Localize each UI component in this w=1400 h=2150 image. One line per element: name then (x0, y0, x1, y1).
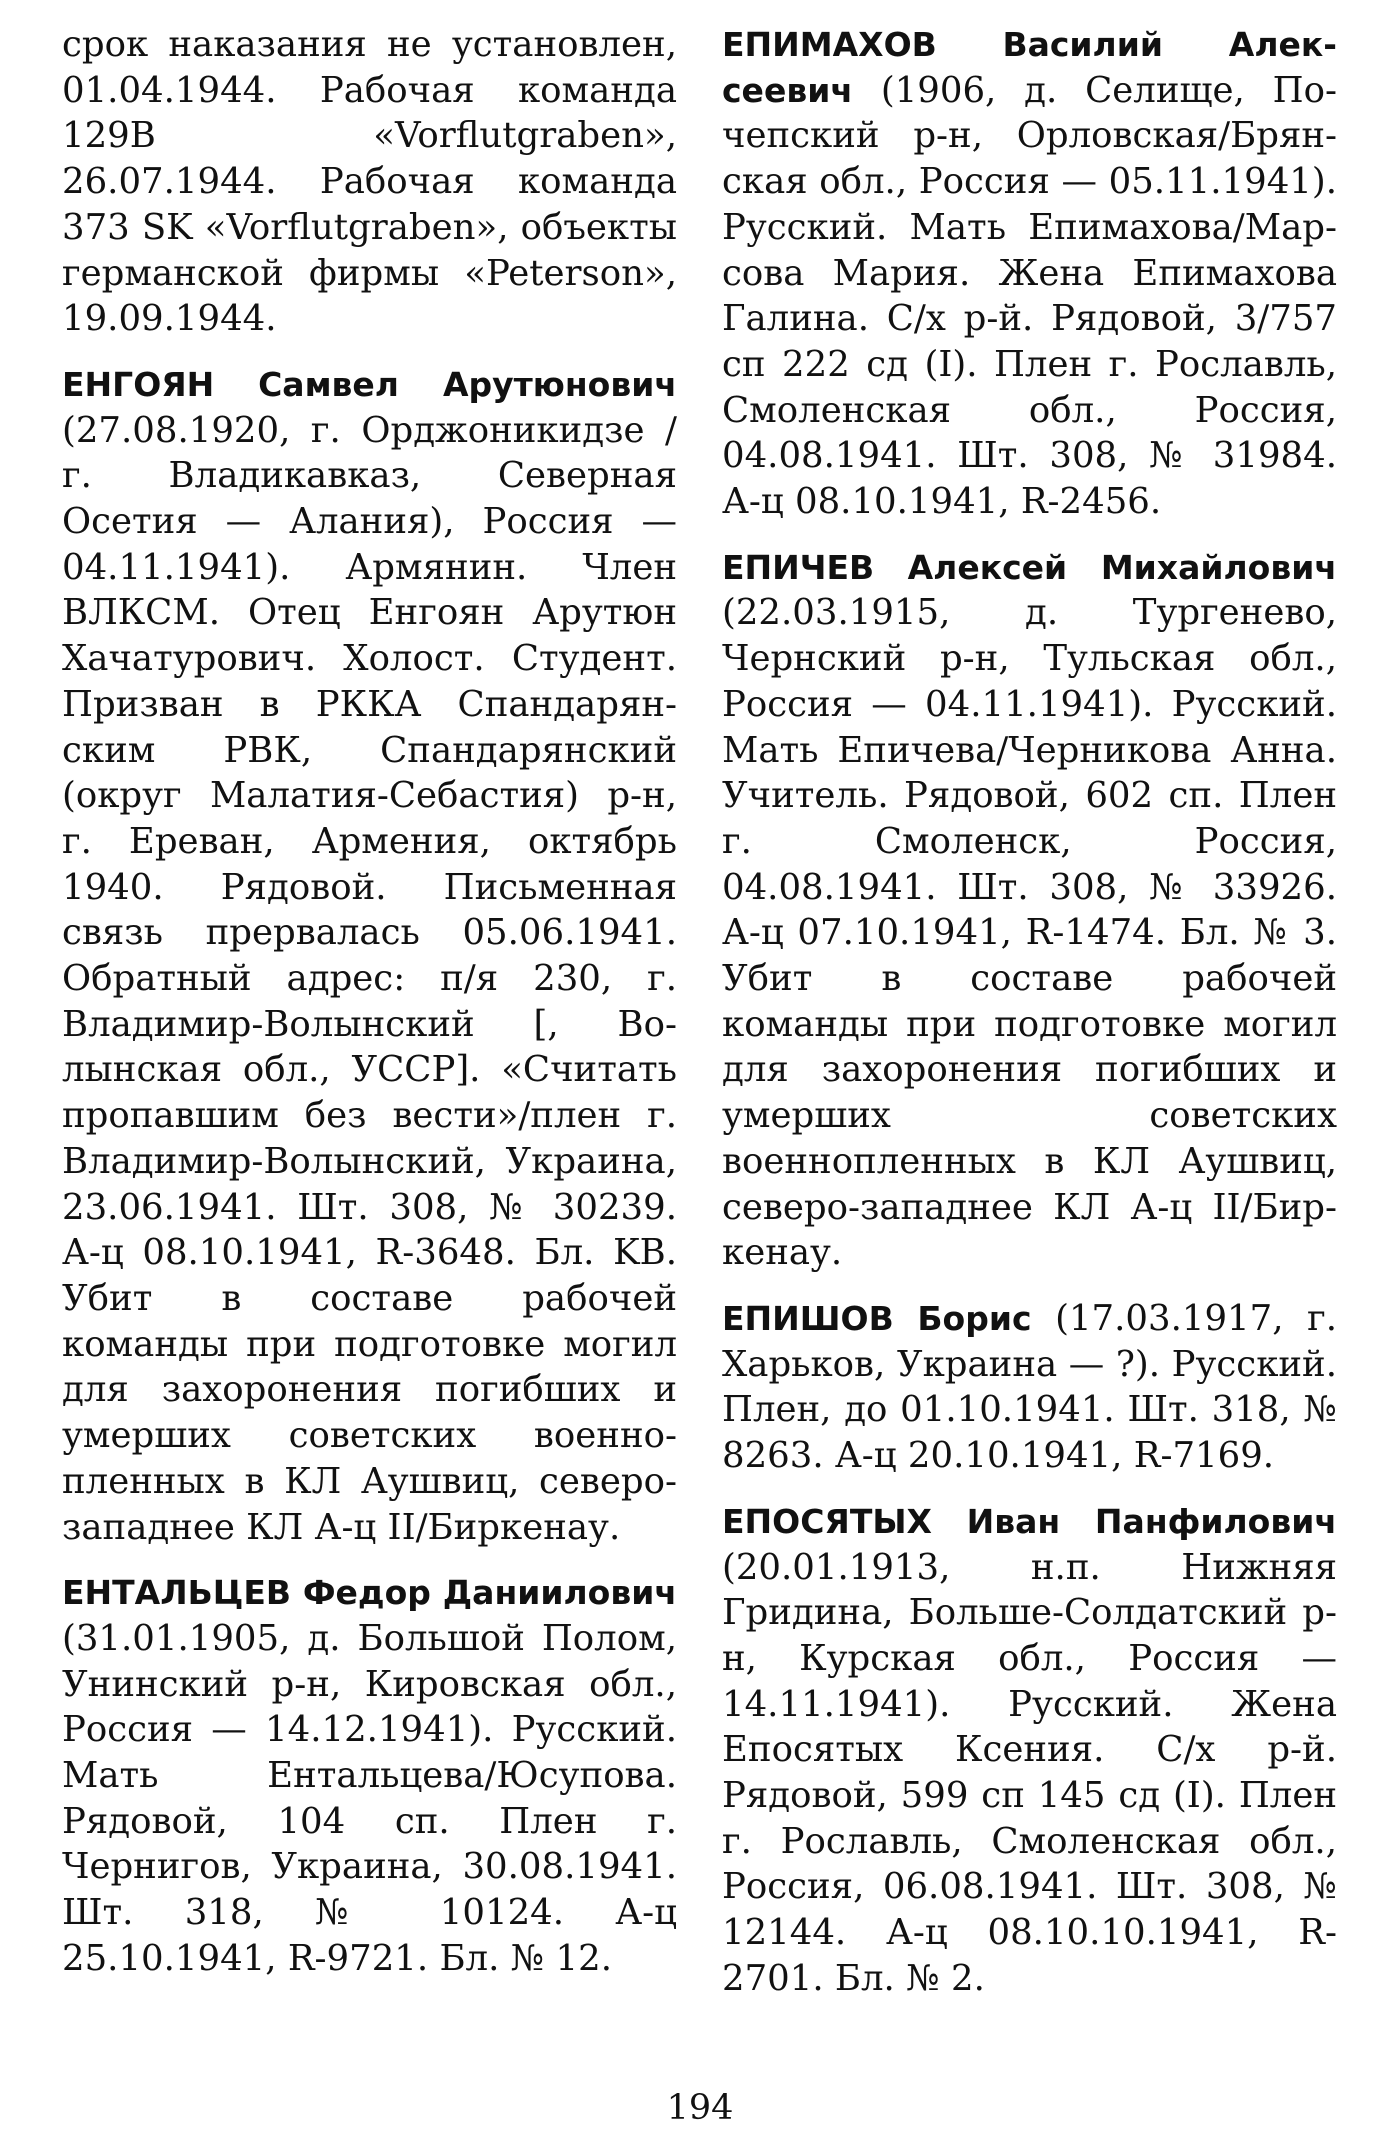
entry-text: (17.03.1917, г. Харьков, Украина — ?). Русский. Плен, до 01.10.1941. Шт. 318, № 8263. А-ц 20.10.1941, R-7169. (722, 1297, 1337, 1477)
entry-text: (20.01.1913, н.п. Нижняя Гридина, Больше-Солдатский р-н, Курская обл., Россия — 14.11.1941). Русский. Жена Епосятых Ксения. С/х р-й. Рядовой, 599 сп 145 сд (I). Плен г. Рославль, Смоленская обл., Россия, 06.08.1941. Шт. 308, № 12144. А-ц 08.10.10.1941, R-2701. Бл. № 2. (722, 1546, 1337, 1999)
entry-given-name: Василий Алексеевич (722, 25, 1337, 110)
entry-epichev (722, 545, 1337, 1276)
entry-given-name: Иван Панфилович (966, 1501, 1337, 1541)
entry-text: (1906, д. Селище, Почепский р-н, Орловская/Брянская обл., Россия — 05.11.1941). Русский. Мать Епимахова/Марсова Мария. Жена Епимахова Галина. С/х р-й. Рядовой, 3/757 сп 222 сд (I). Плен г. Рославль, Смоленская обл., Россия, 04.08.1941. Шт. 308, № 31984. А-ц 08.10.1941, R-2456. (722, 69, 1337, 523)
entry-given-name: Борис (917, 1298, 1032, 1338)
entry-text: (31.01.1905, д. Большой Полом, Унинский р-н, Кировская обл., Россия — 14.12.1941). Русский. Мать Ентальцева/Юсупова. Рядовой, 104 сп. Плен г. Чернигов, Украина, 30.08.1941. Шт. 318, № 10124. А-ц 25.10.1941, R-9721. Бл. № 12. (62, 1617, 677, 1979)
entry-engoyan (62, 362, 677, 1550)
entry-surname: ЕПИМАХОВ (722, 25, 937, 64)
left-column (62, 22, 677, 2002)
entry-continuation (62, 22, 677, 342)
entry-given-name: Алексей Михайлович (907, 547, 1337, 587)
entry-given-name: Федор Даниилович (302, 1573, 677, 1613)
entry-surname: ЕПОСЯТЫХ (722, 1501, 932, 1541)
right-column (722, 22, 1337, 2022)
entry-surname: ЕНГОЯН (62, 364, 215, 404)
entry-eposyatykh (722, 1499, 1337, 2002)
entry-epishov (722, 1296, 1337, 1479)
entry-surname: ЕПИШОВ (722, 1298, 894, 1338)
entry-given-name: Самвел Арутюнович (258, 364, 677, 404)
page-number: 194 (666, 2088, 734, 2128)
entry-surname: ЕПИЧЕВ (722, 547, 875, 587)
entry-entaltsev (62, 1570, 677, 1981)
entry-text: (22.03.1915, д. Тургенево, Чернский р-н, Тульская обл., Россия — 04.11.1941). Русский. Мать Епичева/Черникова Анна. Учитель. Рядовой, 602 сп. Плен г. Смоленск, Россия, 04.08.1941. Шт. 308, № 33926. А-ц 07.10.1941, R-1474. Бл. № 3. Убит в составе рабочей команды при подготовке могил для захоронения погибших и умерших советских военнопленных в КЛ Аушвиц, северо-западнее КЛ А-ц II/Биркенау. (722, 592, 1337, 1274)
entry-text: срок наказания не установлен, 01.04.1944. Рабочая команда 129B «Vorflutgraben», 26.07.1944. Рабочая команда 373 SK «Vorflutgraben», объекты германской фирмы «Peterson», 19.09.1944. (62, 24, 677, 340)
entry-surname: ЕНТАЛЬЦЕВ (62, 1573, 292, 1613)
entry-text: (27.08.1920, г. Орджоникидзе / г. Владикавказ, Северная Осетия — Алания), Россия — 04.11.1941). Армянин. Член ВЛКСМ. Отец Енгоян Арутюн Хачатурович. Холост. Студент. Призван в РККА Спандарянским РВК, Спандарянский (округ Малатия-Себастия) р-н, г. Ереван, Армения, октябрь 1940. Рядовой. Письменная связь прервалась 05.06.1941. Обратный адрес: п/я 230, г. Владимир-Волынский [, Волынская обл., УССР]. «Считать пропавшим без вести»/плен г. Владимир-Волынский, Украина, 23.06.1941. Шт. 308, № 30239. А-ц 08.10.1941, R-3648. Бл. KB. Убит в составе рабочей команды при подготовке могил для захоронения погибших и умерших советских военнопленных в КЛ Аушвиц, северозападнее КЛ А-ц II/Биркенау. (62, 409, 677, 1548)
entry-epimakhov (722, 22, 1337, 525)
